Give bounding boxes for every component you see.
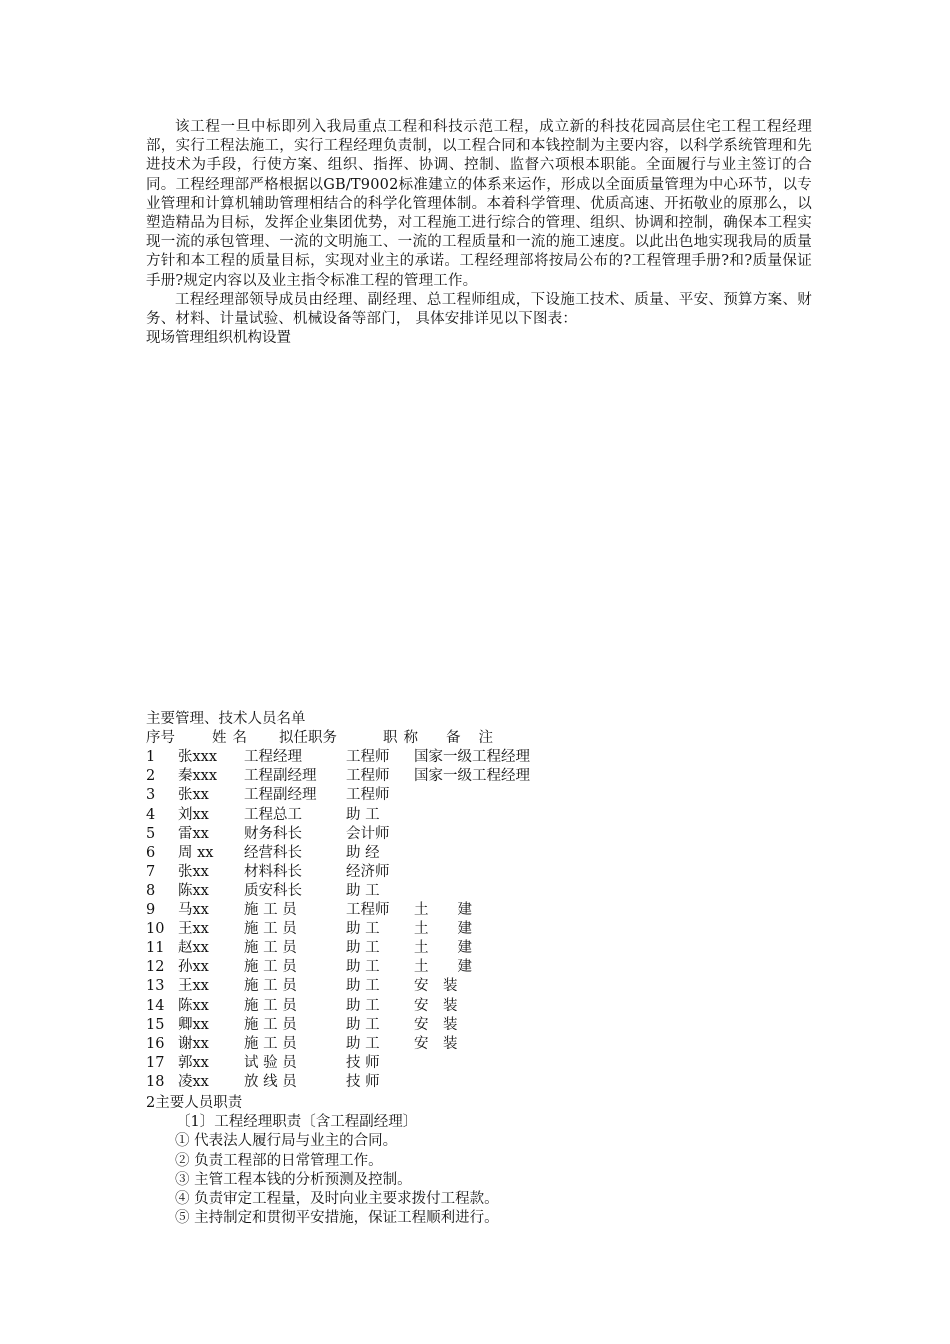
row-title: 助 工 (346, 921, 380, 938)
row-role: 经营科长 (244, 844, 302, 861)
duties-section (146, 1094, 746, 1228)
row-name: 张xx (178, 787, 209, 804)
row-name: 赵xx (178, 940, 209, 957)
row-role: 施 工 员 (244, 959, 297, 976)
intro-paragraph-1: 该工程一旦中标即列入我局重点工程和科技示范工程，成立新的科技花园高层住宅工程工程经理部，实行工程法施工，实行工程经理负责制，以工程合同和本钱控制为主要内容，以科学系统管理和先进技术为手段，行使方案、组织、指挥、协调、控制、监督六项根本职能。全面履行与业主签订的合同。工程经理部严格根据以GB/T9002标准建立的体系来运作，形成以全面质量管理为中心环节，以专业管理和计算机辅助管理相结合的科学化管理体制。本着科学管理、优质高速、开拓敬业的原那么，以塑造精品为目标，发挥企业集团优势，对工程施工进行综合的管理、组织、协调和控制，确保本工程实现一流的承包管理、一流的文明施工、一流的工程质量和一流的施工速度。以此出色地实现我局的质量方针和本工程的质量目标，实现对业主的承诺。工程经理部将按局公布的?工程管理手册?和?质量保证手册?规定内容以及业主指令标准工程的管理工作。 (146, 119, 812, 289)
table-row (146, 806, 666, 825)
row-role: 施 工 员 (244, 921, 297, 938)
row-title: 会计师 (346, 825, 390, 842)
table-row (146, 1054, 666, 1073)
row-no: 15 (146, 1016, 165, 1033)
row-title: 技 师 (346, 1054, 380, 1071)
row-role: 财务科长 (244, 825, 302, 842)
row-note: 国家一级工程经理 (414, 749, 530, 766)
table-row (146, 901, 666, 920)
row-no: 8 (146, 882, 156, 899)
row-role: 施 工 员 (244, 978, 297, 995)
row-no: 16 (146, 1035, 165, 1052)
row-name: 郭xx (178, 1054, 209, 1071)
row-no: 7 (146, 863, 156, 880)
row-no: 14 (146, 997, 165, 1014)
row-no: 12 (146, 959, 165, 976)
row-name: 秦xxx (178, 768, 218, 785)
row-no: 5 (146, 825, 156, 842)
row-note: 安 装 (414, 1016, 458, 1033)
table-row (146, 920, 666, 939)
row-role: 工程副经理 (244, 768, 317, 785)
row-title: 助 工 (346, 882, 380, 899)
row-name: 王xx (178, 921, 209, 938)
org-chart-title: 现场管理组织机构设置 (146, 330, 291, 347)
row-role: 放 线 员 (244, 1073, 297, 1090)
row-no: 9 (146, 902, 156, 919)
row-name: 张xx (178, 863, 209, 880)
row-title: 助 工 (346, 959, 380, 976)
table-row (146, 786, 666, 805)
row-name: 刘xx (178, 806, 209, 823)
row-no: 2 (146, 768, 156, 785)
row-title: 助 工 (346, 997, 380, 1014)
row-note: 土 建 (414, 921, 472, 938)
row-name: 谢xx (178, 1035, 209, 1052)
row-title: 助 工 (346, 940, 380, 957)
row-title: 工程师 (346, 787, 390, 804)
row-name: 张xxx (178, 749, 218, 766)
row-name: 卿xx (178, 1016, 209, 1033)
row-no: 1 (146, 749, 156, 766)
table-row (146, 977, 666, 996)
list-item: ④ 负责审定工程量，及时向业主要求拨付工程款。 (175, 1191, 499, 1208)
row-role: 施 工 员 (244, 997, 297, 1014)
row-title: 助 工 (346, 806, 380, 823)
row-no: 3 (146, 787, 156, 804)
table-row (146, 997, 666, 1016)
row-name: 王xx (178, 978, 209, 995)
row-role: 施 工 员 (244, 940, 297, 957)
duties-subsection-title: 〔1〕工程经理职责〔含工程副经理〕 (176, 1114, 418, 1131)
row-name: 周 xx (178, 844, 214, 861)
row-role: 材料科长 (244, 863, 302, 880)
row-name: 马xx (178, 902, 209, 919)
row-role: 试 验 员 (244, 1054, 297, 1071)
staff-rows (146, 748, 666, 1092)
row-role: 施 工 员 (244, 1016, 297, 1033)
row-role: 工程总工 (244, 806, 302, 823)
row-note: 国家一级工程经理 (414, 768, 530, 785)
row-title: 助 工 (346, 978, 380, 995)
duty-list (146, 1132, 746, 1228)
row-role: 工程副经理 (244, 787, 317, 804)
row-title: 经济师 (346, 863, 390, 880)
row-no: 17 (146, 1054, 165, 1071)
row-no: 18 (146, 1073, 165, 1090)
table-row (146, 1073, 666, 1092)
table-row (146, 863, 666, 882)
table-row (146, 748, 666, 767)
row-note: 安 装 (414, 1035, 458, 1052)
row-no: 6 (146, 844, 156, 861)
table-row (146, 1016, 666, 1035)
row-name: 凌xx (178, 1073, 209, 1090)
list-item: ⑤ 主持制定和贯彻平安措施，保证工程顺利进行。 (175, 1210, 499, 1227)
document-intro (146, 118, 812, 348)
row-name: 孙xx (178, 959, 209, 976)
row-title: 助 工 (346, 1016, 380, 1033)
row-note: 土 建 (414, 902, 472, 919)
table-row (146, 767, 666, 786)
table-row (146, 939, 666, 958)
row-no: 4 (146, 806, 156, 823)
header-no: 序号 (146, 730, 175, 747)
row-title: 工程师 (346, 749, 390, 766)
table-row (146, 1035, 666, 1054)
intro-paragraph-2: 工程经理部领导成员由经理、副经理、总工程师组成，下设施工技术、质量、平安、预算方案、财务、材料、计量试验、机械设备等部门， 具体安排详见以下图表： (146, 291, 812, 328)
row-role: 施 工 员 (244, 902, 297, 919)
row-name: 雷xx (178, 825, 209, 842)
row-note: 安 装 (414, 997, 458, 1014)
duties-section-title: 2主要人员职责 (146, 1095, 243, 1111)
row-title: 助 经 (346, 844, 380, 861)
row-role: 质安科长 (244, 882, 302, 899)
table-row (146, 825, 666, 844)
row-role: 工程经理 (244, 749, 302, 766)
table-row (146, 958, 666, 977)
row-title: 工程师 (346, 902, 390, 919)
row-note: 土 建 (414, 959, 472, 976)
header-title: 职称 (383, 730, 424, 747)
row-no: 13 (146, 978, 165, 995)
header-note: 备注 (446, 730, 511, 747)
row-no: 10 (146, 921, 165, 938)
row-role: 施 工 员 (244, 1035, 297, 1052)
staff-list-header (146, 729, 666, 748)
table-row (146, 844, 666, 863)
row-no: 11 (146, 940, 165, 957)
row-title: 助 工 (346, 1035, 380, 1052)
row-title: 技 师 (346, 1073, 380, 1090)
staff-list (146, 710, 666, 1092)
list-item: ③ 主管工程本钱的分析预测及控制。 (175, 1171, 412, 1188)
row-name: 陈xx (178, 997, 209, 1014)
header-name: 姓名 (212, 730, 253, 747)
row-note: 土 建 (414, 940, 472, 957)
header-role: 拟任职务 (279, 730, 337, 747)
table-row (146, 882, 666, 901)
staff-list-title: 主要管理、技术人员名单 (146, 711, 306, 727)
row-note: 安 装 (414, 978, 458, 995)
list-item: ② 负责工程部的日常管理工作。 (175, 1152, 383, 1169)
list-item: ① 代表法人履行局与业主的合同。 (175, 1133, 398, 1150)
row-name: 陈xx (178, 882, 209, 899)
row-title: 工程师 (346, 768, 390, 785)
